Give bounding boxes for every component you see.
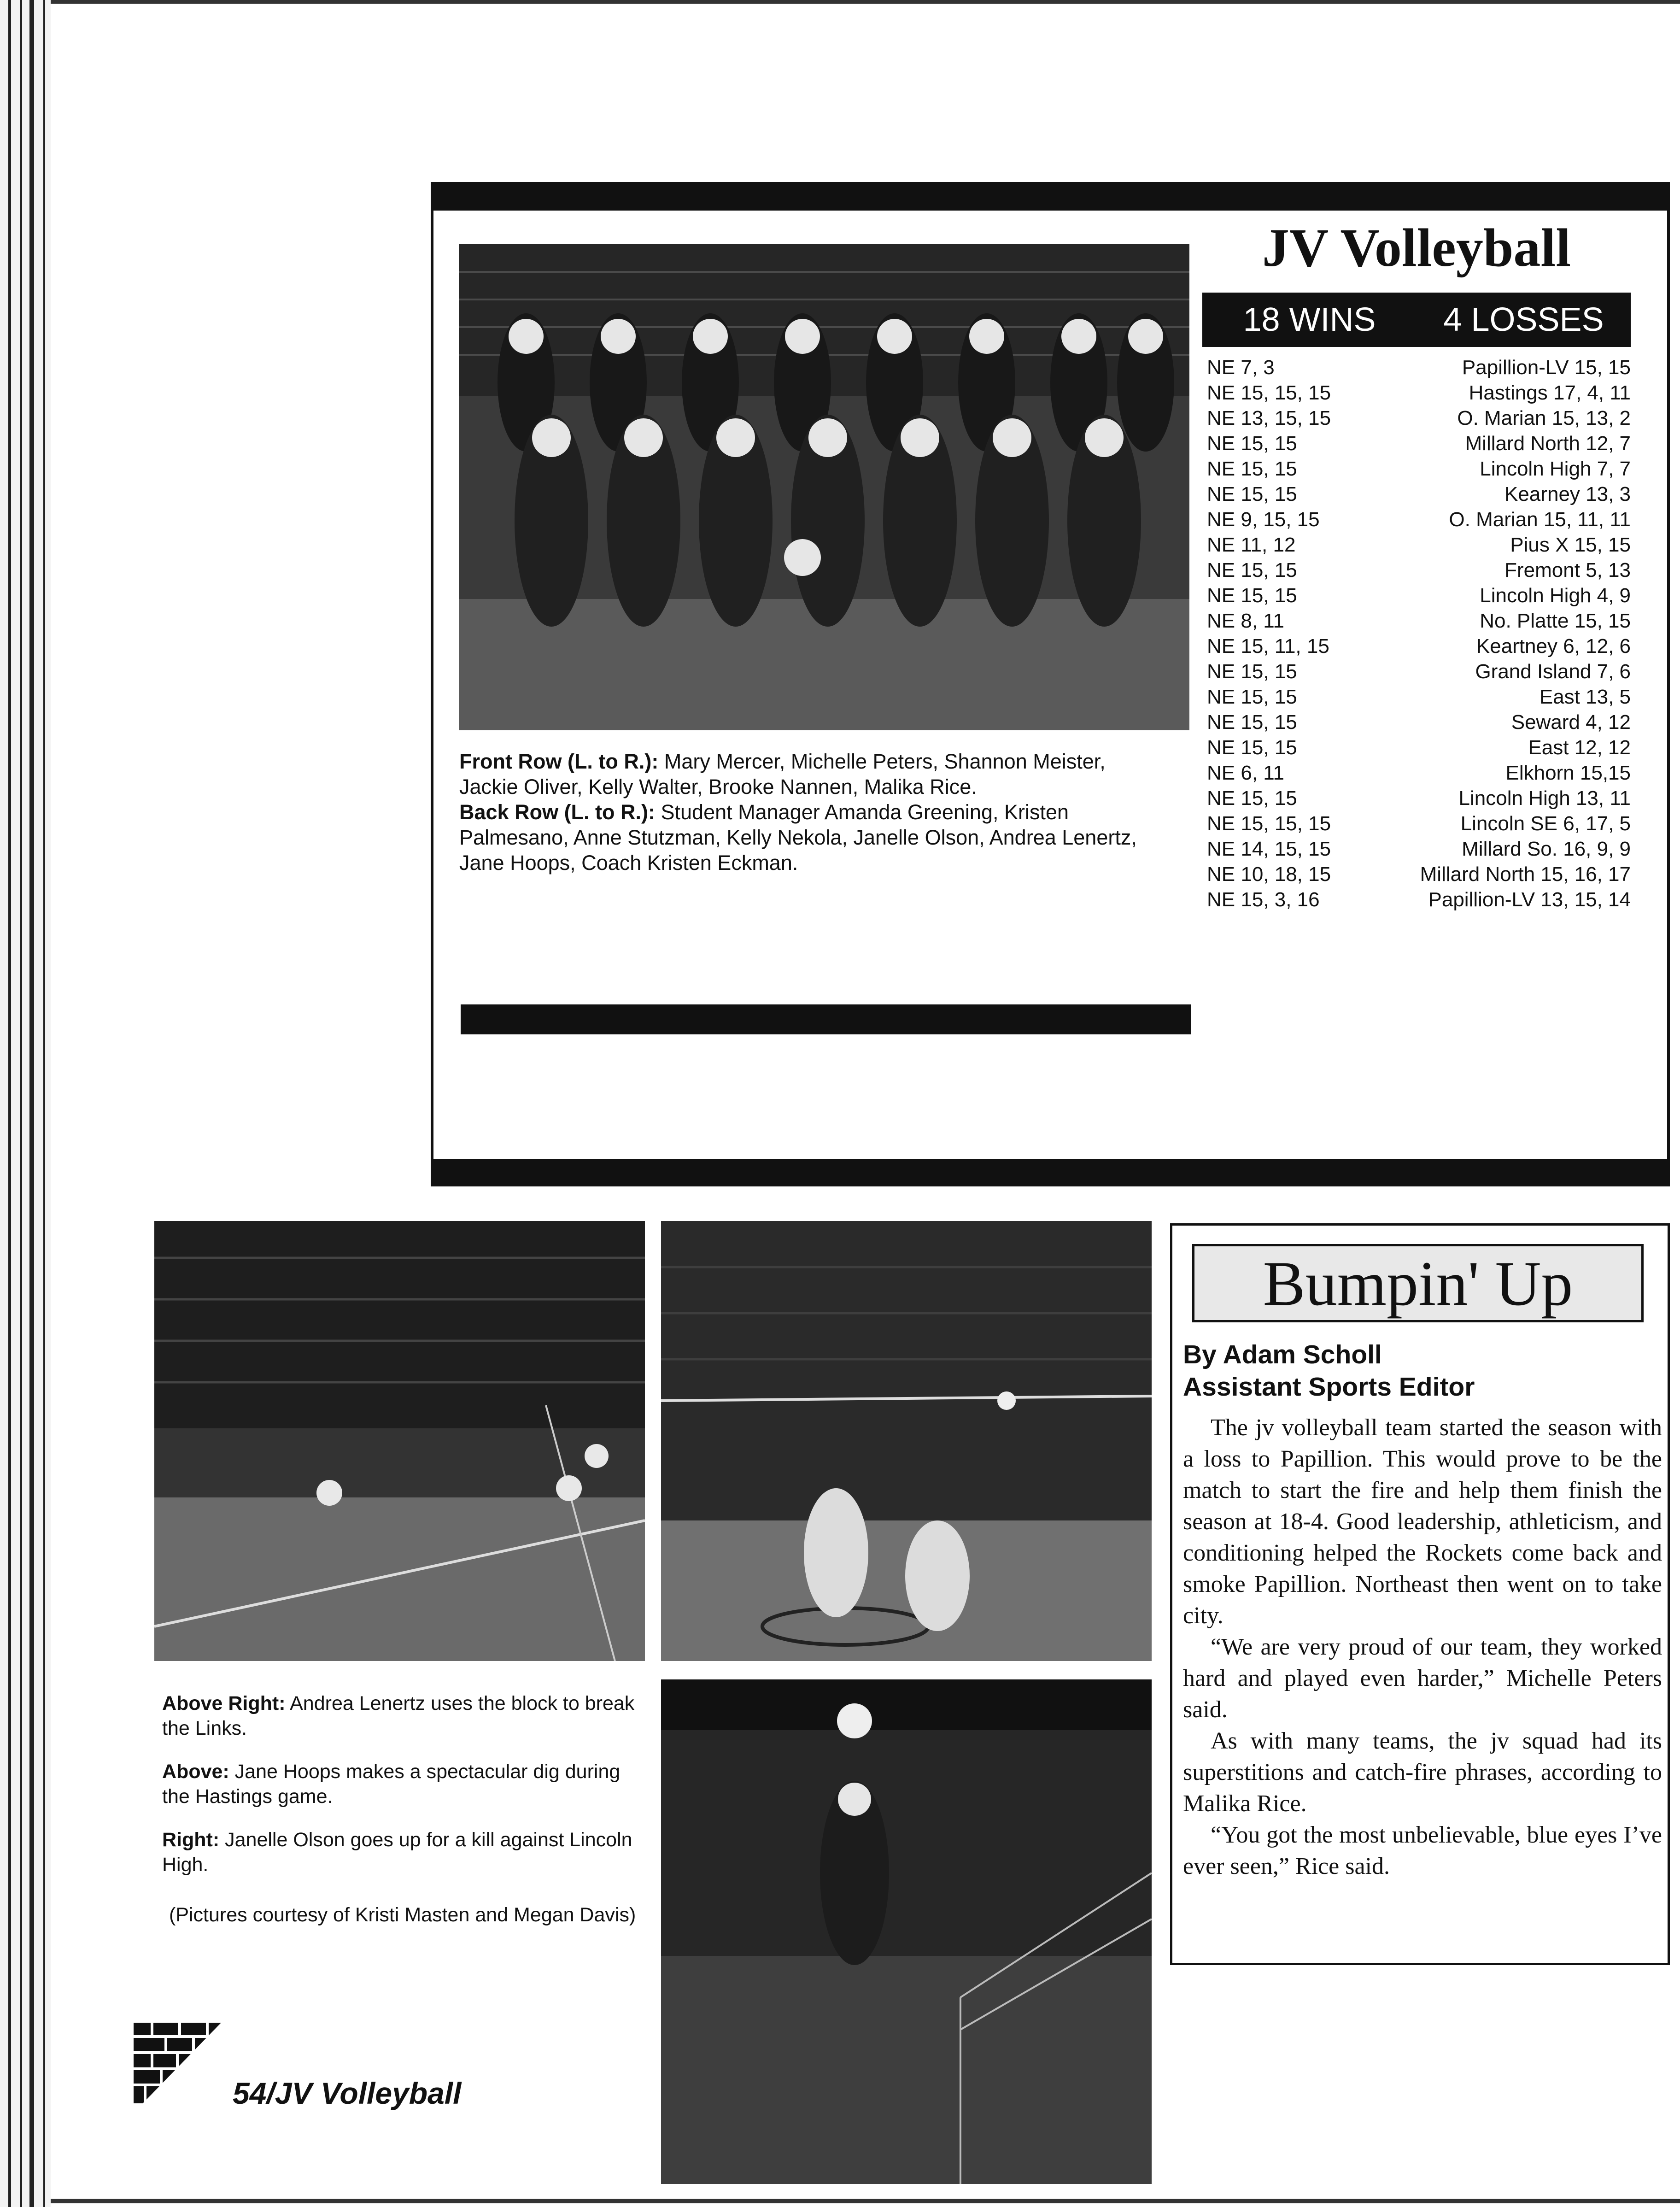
article-paragraph: As with many teams, the jv squad had its superstitions and catch-fire phrases, according to Malika Rice. [1183,1728,1662,1817]
caption-above: Above: Jane Hoops makes a spectacular dig during the Hastings game. [162,1761,620,1808]
team-box-top-bar [431,182,1670,211]
article-body [1183,1412,1662,1882]
caption-above-right: Above Right: Andrea Lenertz uses the block to break the Links. [162,1692,635,1739]
opponent-score: Millard North 15, 16, 17 [1420,863,1631,886]
score-row [1207,760,1631,786]
page-footer: 54/JV Volleyball [233,2076,462,2110]
score-row [1207,608,1631,634]
byline-name: By Adam Scholl [1183,1340,1382,1369]
northeast-score: NE 15, 15 [1207,483,1297,505]
opponent-score: Millard So. 16, 9, 9 [1462,838,1631,860]
back-row-names: Student Manager Amanda Greening, Kristen Palmesano, Anne Stutzman, Kelly Nekola, Janelle Olson, Andrea Lenertz, Jane Hoops, Coach Kristen Eckman. [459,800,1137,875]
northeast-score: NE 13, 15, 15 [1207,407,1331,429]
score-row [1207,862,1631,887]
score-row [1207,710,1631,735]
action-photo-dig [154,1221,645,1661]
score-row [1207,532,1631,558]
article-headline: Bumpin' Up [1192,1244,1644,1322]
score-row [1207,583,1631,608]
opponent-score: Grand Island 7, 6 [1475,660,1631,683]
wins-count: 18 WINS [1243,301,1376,338]
northeast-score: NE 11, 12 [1207,534,1296,556]
northeast-score: NE 7, 3 [1207,356,1275,379]
score-row [1207,836,1631,862]
northeast-score: NE 15, 15 [1207,584,1297,607]
article-paragraph: The jv volleyball team started the season with a loss to Papillion. This would prove to be the match to start the fire and help them finish the season at 18-4. Good leadership, athleticism, and conditioning helped the Rockets come back and smoke Papillion. Northeast then went on to take city. [1183,1415,1662,1629]
northeast-score: NE 9, 15, 15 [1207,508,1320,531]
divider-bar [461,1004,1191,1034]
opponent-score: O. Marian 15, 13, 2 [1457,407,1631,429]
northeast-score: NE 15, 3, 16 [1207,888,1320,911]
opponent-score: Millard North 12, 7 [1465,432,1631,455]
back-row-label: Back Row (L. to R.): [459,800,655,824]
opponent-score: Lincoln High 7, 7 [1480,458,1631,480]
northeast-score: NE 15, 15 [1207,686,1297,708]
northeast-score: NE 8, 11 [1207,610,1284,632]
front-row-names: Mary Mercer, Michelle Peters, Shannon Meister, Jackie Oliver, Kelly Walter, Brooke Nannen, Malika Rice. [459,750,1106,798]
score-row [1207,659,1631,684]
score-row [1207,431,1631,456]
record-banner [1202,293,1631,347]
team-box-bottom-bar [431,1159,1670,1186]
score-row [1207,355,1631,380]
front-row-label: Front Row (L. to R.): [459,750,659,773]
article-paragraph: “You got the most unbelievable, blue eyes I’ve ever seen,” Rice said. [1183,1822,1662,1879]
action-photo-kill [661,1679,1152,2184]
northeast-score: NE 15, 15 [1207,660,1297,683]
opponent-score: O. Marian 15, 11, 11 [1449,508,1631,531]
opponent-score: Seward 4, 12 [1511,711,1631,734]
opponent-score: Kearney 13, 3 [1504,483,1631,505]
photo-credit: (Pictures courtesy of Kristi Masten and Megan Davis) [169,1904,636,1926]
article-paragraph: “We are very proud of our team, they worked hard and played even harder,” Michelle Peters said. [1183,1634,1662,1723]
opponent-score: East 12, 12 [1528,736,1631,759]
northeast-score: NE 15, 15 [1207,711,1297,734]
score-row [1207,405,1631,431]
opponent-score: Papillion-LV 13, 15, 14 [1428,888,1631,911]
opponent-score: Pius X 15, 15 [1510,534,1631,556]
northeast-score: NE 15, 15, 15 [1207,382,1331,404]
opponent-score: Papillion-LV 15, 15 [1462,356,1631,379]
northeast-score: NE 6, 11 [1207,762,1284,784]
score-row [1207,456,1631,481]
opponent-score: Keartney 6, 12, 6 [1476,635,1631,657]
opponent-score: East 13, 5 [1539,686,1631,708]
page-title: JV Volleyball [1262,217,1571,278]
opponent-score: No. Platte 15, 15 [1480,610,1631,632]
score-row [1207,634,1631,659]
opponent-score: Elkhorn 15,15 [1505,762,1631,784]
score-row [1207,507,1631,532]
score-row [1207,481,1631,507]
top-border [51,0,1680,4]
brick-wall-icon [134,2023,221,2103]
northeast-score: NE 15, 15 [1207,787,1297,810]
byline [1183,1338,1475,1403]
byline-title: Assistant Sports Editor [1183,1372,1475,1402]
northeast-score: NE 15, 15 [1207,432,1297,455]
score-row [1207,735,1631,760]
score-row [1207,380,1631,405]
opponent-score: Lincoln SE 6, 17, 5 [1460,812,1631,835]
northeast-score: NE 10, 18, 15 [1207,863,1331,886]
score-row [1207,786,1631,811]
caption-right: Right: Janelle Olson goes up for a kill against Lincoln High. [162,1829,632,1876]
score-row [1207,558,1631,583]
northeast-score: NE 15, 15 [1207,458,1297,480]
score-row [1207,887,1631,912]
northeast-score: NE 15, 15 [1207,736,1297,759]
team-photo [459,244,1189,730]
action-photo-block [661,1221,1152,1661]
losses-count: 4 LOSSES [1443,301,1604,338]
bottom-border [51,2199,1680,2203]
opponent-score: Hastings 17, 4, 11 [1469,382,1631,404]
northeast-score: NE 15, 15 [1207,559,1297,581]
opponent-score: Lincoln High 13, 11 [1458,787,1631,810]
binding-edge [0,0,51,2207]
opponent-score: Fremont 5, 13 [1504,559,1631,581]
score-row [1207,684,1631,710]
opponent-score: Lincoln High 4, 9 [1480,584,1631,607]
team-caption [459,749,1169,875]
northeast-score: NE 15, 15, 15 [1207,812,1331,835]
northeast-score: NE 15, 11, 15 [1207,635,1329,657]
photo-captions [162,1691,644,1946]
score-row [1207,811,1631,836]
scores-list [1207,355,1631,912]
northeast-score: NE 14, 15, 15 [1207,838,1331,860]
